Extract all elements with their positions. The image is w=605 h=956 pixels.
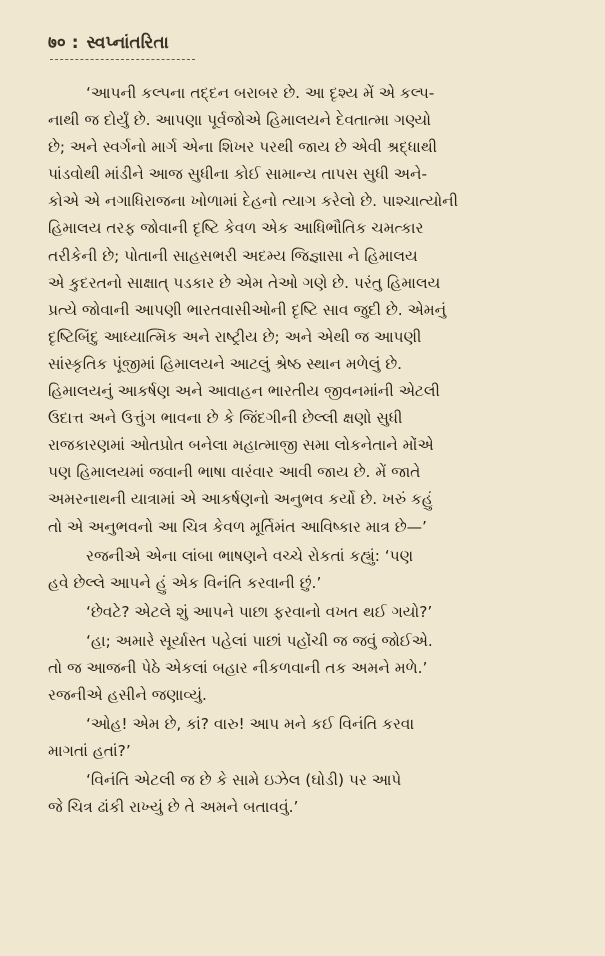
text-line: ‘ઓહ! એમ છે, કાં? વારુ! આપ મને કઈ વિનંતિ કરવા	[86, 715, 415, 734]
text-line: રજનીએ હસીને જણાવ્યું.	[48, 686, 207, 705]
text-line: પાંડવોથી માંડીને આજ સુધીના કોઈ સામાન્ય તાપસ સુધી અને-	[48, 165, 427, 184]
text-line: ‘વિનંતિ એટલી જ છે કે સામે ઇઝેલ (ઘોડી) પર આપે	[86, 771, 402, 790]
text-line: પણ હિમાલયમાં જવાની ભાષા વારંવાર આવી જાય છે. મેં જાતે	[48, 463, 421, 482]
text-line: ‘છેવટે? એટલે શું આપને પાછા ફરવાનો વખત થઈ ગયો?’	[86, 602, 433, 621]
text-line: માગતાં હતાં?’	[48, 742, 131, 761]
text-line: તરીકેની છે; પોતાની સાહસભરી અદમ્ય જિજ્ઞાસા ને હિમાલય	[48, 246, 418, 265]
book-title: સ્વપ્નાંતરિતા	[86, 33, 169, 53]
text-line: જે ચિત્ર ઢાંકી રાખ્યું છે તે અમને બતાવવું.’	[48, 798, 299, 817]
running-header	[48, 30, 555, 53]
header-underline	[50, 59, 195, 60]
text-line: રાજકારણમાં ઓતપ્રોત બનેલા મહાત્માજી સમા લોકનેતાને મોંએ	[48, 436, 434, 455]
text-line: હવે છેલ્લે આપને હું એક વિનંતિ કરવાની છું.’	[48, 573, 322, 592]
text-line: ઉદાત્ત અને ઉત્તુંગ ભાવના છે કે જિંદગીની છેલ્લી ક્ષણો સુધી	[48, 409, 403, 428]
text-line: હિમાલયનું આકર્ષણ અને આવાહન ભારતીય જીવનમાંની એટલી	[48, 382, 440, 401]
text-line: તો એ અનુભવનો આ ચિત્ર કેવળ મૂર્તિમંત આવિષ્કાર માત્ર છે—’	[48, 517, 427, 536]
text-line: સાંસ્કૃતિક પૂંજીમાં હિમાલયને આટલું શ્રેષ્ઠ સ્થાન મળેલું છે.	[48, 354, 403, 373]
text-line: રજનીએ એના લાંબા ભાષણને વચ્ચે રોકતાં કહ્યું: ‘પણ	[86, 546, 414, 565]
text-line: અમરનાથની યાત્રામાં એ આકર્ષણનો અનુભવ કર્યો છે. ખરું કહું	[48, 490, 433, 509]
text-line: પ્રત્યે જોવાની આપણી ભારતવાસીઓની દૃષ્ટિ સાવ જુદી છે. એમનું	[48, 300, 447, 319]
text-line: ‘આપની કલ્પના તદ્દન બરાબર છે. આ દૃશ્ય મેં એ કલ્પ-	[86, 84, 435, 102]
text-line: કોએ એ નગાધિરાજના ખોળામાં દેહનો ત્યાગ કરેલો છે. પાશ્ચાત્યોની	[48, 192, 459, 211]
text-line: દૃષ્ટિબિંદુ આધ્યાત્મિક અને રાષ્ટ્રીય છે; અને એથી જ આપણી	[48, 327, 422, 346]
text-line: તો જ આજની પેઠે એકલાં બહાર નીકળવાની તક અમને મળે.’	[48, 658, 428, 677]
body-text	[48, 80, 555, 822]
paragraph	[48, 628, 555, 709]
paragraph	[48, 543, 555, 597]
text-line: છે; અને સ્વર્ગનો માર્ગ એના શિખર પરથી જાય છે એવી શ્રદ્ધાથી	[48, 138, 438, 157]
text-line: એ કુદરતનો સાક્ષાત્ પડકાર છે એમ તેઓ ગણે છે. પરંતુ હિમાલય	[48, 273, 441, 292]
paragraph	[48, 711, 555, 765]
paragraph	[48, 767, 555, 821]
page-number: ७०	[48, 33, 66, 53]
header-separator: :	[71, 33, 79, 53]
paragraph	[48, 80, 555, 541]
text-line: નાથી જ દોર્યું છે. આપણા પૂર્વજોએ હિમાલયને દેવતાત્મા ગણ્યો	[48, 111, 431, 130]
text-line: હિમાલય તરફ જોવાની દૃષ્ટિ કેવળ એક આધિભૌતિક ચમત્કાર	[48, 219, 424, 238]
text-line: ‘હા; અમારે સૂર્યાસ્ત પહેલાં પાછાં પહોંચી જ જવું જોઈએ.	[86, 631, 433, 650]
paragraph	[48, 599, 555, 626]
